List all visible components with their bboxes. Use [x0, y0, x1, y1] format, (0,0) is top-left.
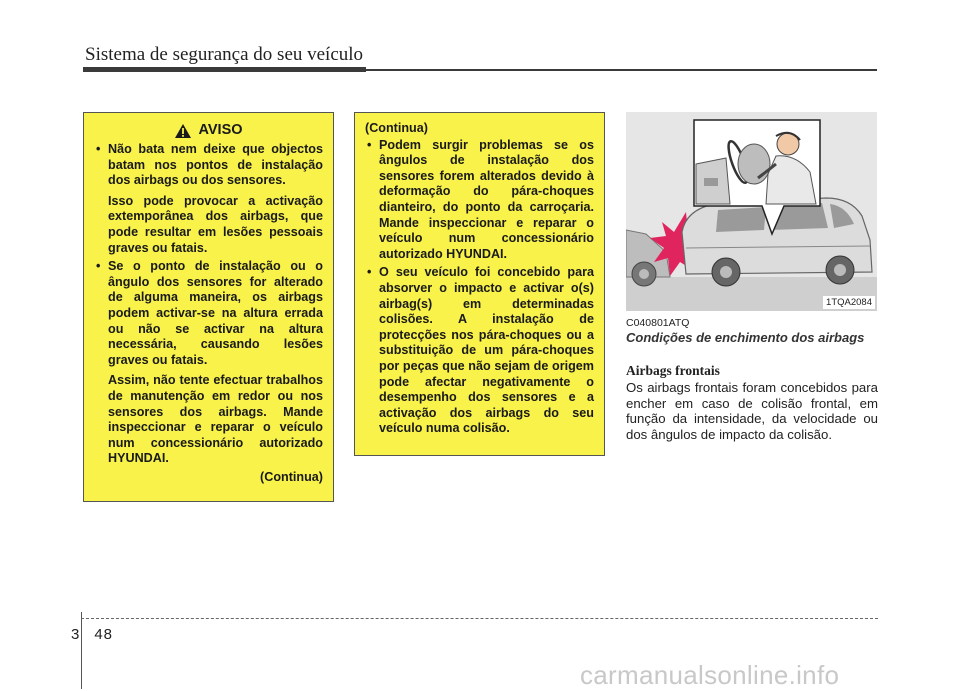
- section-title: Condições de enchimento dos airbags: [626, 330, 865, 345]
- bullet-text: • Se o ponto de instalação ou o ângulo dos sensores for alterado de alguma maneira, os airbags podem activar-se na altura errada ou não se activar na altura necessária, causando lesões graves ou fatais.: [108, 259, 323, 367]
- page-number: [71, 626, 113, 643]
- header-rule-thin: [366, 69, 877, 71]
- warning-box-left: [83, 112, 334, 502]
- list-item: [94, 259, 323, 467]
- page-header-title: Sistema de segurança do seu veículo: [85, 44, 364, 65]
- airbag-collision-illustration: [626, 112, 877, 311]
- footer-vertical-rule: [81, 612, 82, 689]
- continued-label: (Continua): [260, 469, 323, 484]
- continued-from-label: (Continua): [365, 121, 428, 135]
- bullet-text: • Não bata nem deixe que objectos batam nos pontos de instalação dos airbags ou dos sensores.: [108, 142, 323, 188]
- collision-drawing: [626, 112, 877, 311]
- warning-heading-label: AVISO: [198, 122, 243, 139]
- bullet-extra-text: Isso pode provocar a activação extemporânea dos airbags, que pode resultar em lesões pessoais graves ou fatais.: [108, 193, 323, 255]
- watermark: carmanualsonline.info: [580, 660, 840, 690]
- section-subtitle: Airbags frontais: [626, 363, 720, 378]
- warning-heading: [94, 123, 323, 139]
- list-item: [365, 265, 594, 437]
- bullet-text: • O seu veículo foi concebido para absorver o impacto e activar o(s) airbag(s) em determinadas colisões. A instalação de protecções nos pára-choques ou a substituição de um pára-choques por peças que não sejam de origem pode afectar negativamente o desempenho dos sensores e a activação dos airbags do seu veículo numa colisão.: [379, 265, 594, 436]
- footer-horizontal-rule: [81, 618, 878, 619]
- warning-triangle-icon: [174, 123, 192, 139]
- chapter-number: 3: [71, 626, 81, 643]
- header-rule: [83, 67, 366, 72]
- warning-box-right: [354, 112, 605, 456]
- list-item: [365, 138, 594, 263]
- page-number-value: 48: [94, 626, 114, 643]
- section-body: Os airbags frontais foram concebidos para encher em caso de colisão frontal, em função da intensidade, da velocidade ou dos ângulos de impacto da colisão.: [626, 380, 878, 442]
- illustration-code: 1TQA2084: [823, 296, 875, 309]
- section-code: C040801ATQ: [626, 317, 690, 329]
- bullet-extra-text: Assim, não tente efectuar trabalhos de manutenção em redor ou nos sensores dos airbags. Mande inspeccionar e reparar o veículo num concessionário autorizado HYUNDAI.: [108, 373, 323, 466]
- bullet-text: • Podem surgir problemas se os ângulos de instalação dos sensores forem alterados devido à deformação do pára-choques dianteiro, do ponto da carroçaria. Mande inspeccionar e reparar o veículo num concessionário autorizado HYUNDAI.: [379, 137, 594, 261]
- list-item: [94, 142, 323, 256]
